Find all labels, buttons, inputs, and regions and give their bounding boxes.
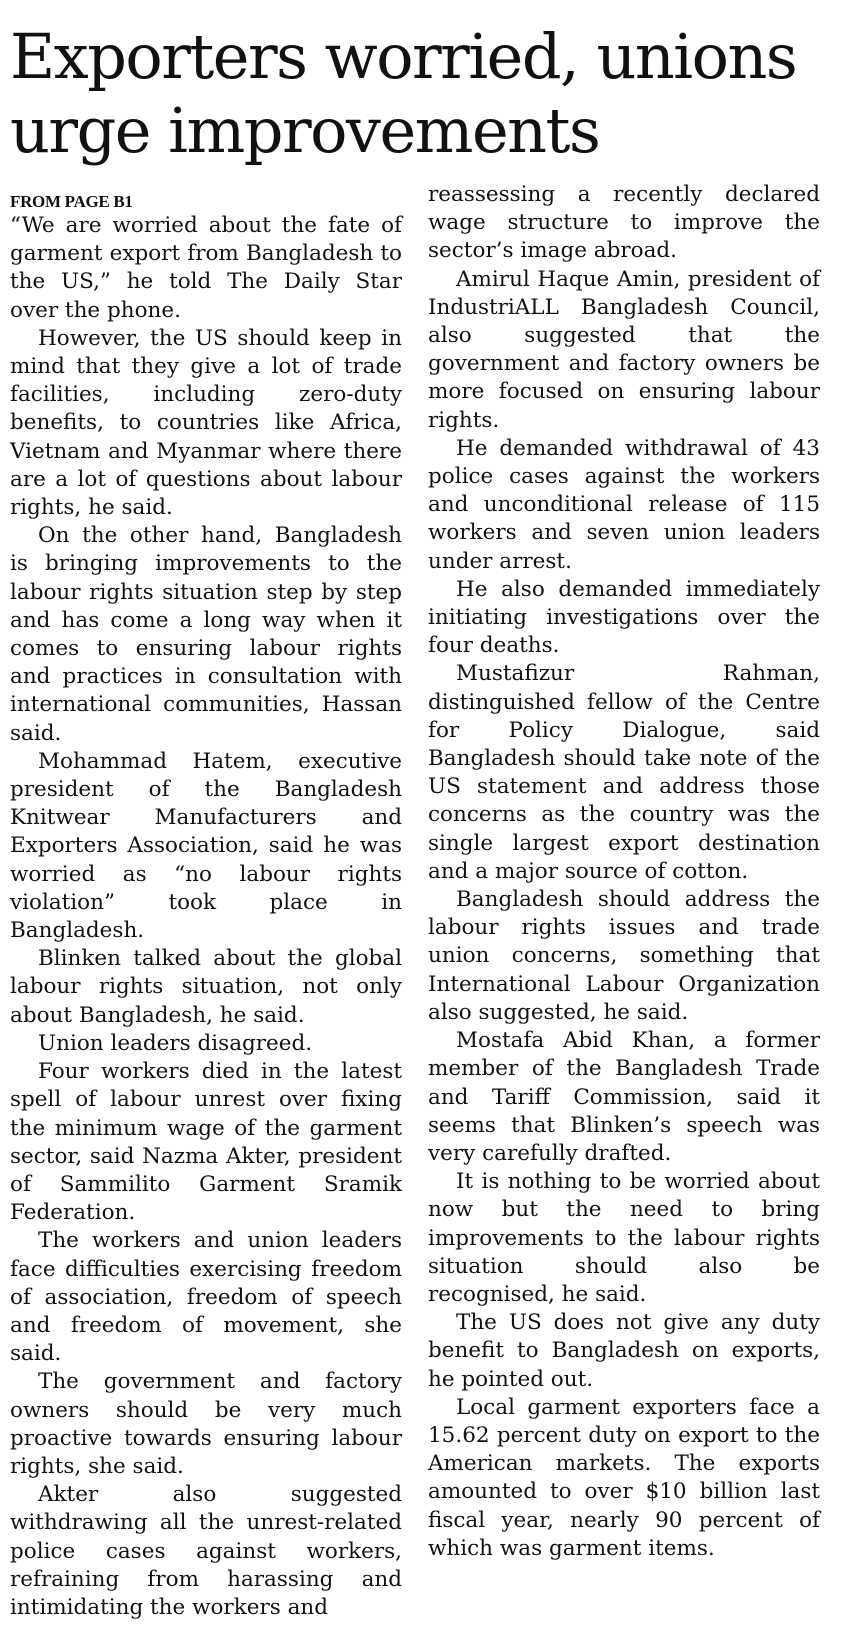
paragraph: “We are worried about the fate of garment export from Bangladesh to the US,” he told The Daily Star over the phone. — [10, 213, 402, 323]
paragraph: reassessing a recently declared wage structure to improve the sector’s image abroad. — [428, 182, 820, 264]
paragraph: Four workers died in the latest spell of labour unrest over fixing the minimum wage of the garment sector, said Nazma Akter, president of Sammilito Garment Sramik Federation. — [10, 1059, 402, 1226]
paragraph: It is nothing to be worried about now but the need to bring improvements to the labour rights situation should also be recognised, he said. — [428, 1169, 820, 1307]
left-column — [10, 192, 402, 1622]
dateline: FROM PAGE B1 — [10, 192, 133, 211]
paragraph: Local garment exporters face a 15.62 percent duty on export to the American markets. The exports amounted to over $10 billion last fiscal year, nearly 90 percent of which was garment items. — [428, 1394, 820, 1561]
paragraph: However, the US should keep in mind that they give a lot of trade facilities, including zero-duty benefits, to countries like Africa, Vietnam and Myanmar where there are a lot of questions about labour rights, he said. — [10, 325, 402, 521]
paragraph: Blinken talked about the global labour rights situation, not only about Bangladesh, he said. — [10, 946, 402, 1028]
headline: Exporters worried, unions urge improvements — [10, 20, 797, 167]
paragraph: Union leaders disagreed. — [38, 1030, 313, 1056]
paragraph: Akter also suggested withdrawing all the unrest-related police cases against workers, refraining from harassing and intimidating the workers and — [10, 1482, 402, 1620]
paragraph: He demanded withdrawal of 43 police cases against the workers and unconditional release of 115 workers and seven union leaders under arrest. — [428, 435, 820, 574]
paragraph: Mostafa Abid Khan, a former member of the Bangladesh Trade and Tariff Commission, said it seems that Blinken’s speech was very carefully drafted. — [428, 1028, 820, 1166]
paragraph: He also demanded immediately initiating investigations over the four deaths. — [428, 576, 820, 659]
paragraph: On the other hand, Bangladesh is bringing improvements to the labour rights situation step by step and has come a long way when it comes to ensuring labour rights and practices in consultation with international communities, Hassan said. — [10, 523, 402, 746]
paragraph: The US does not give any duty benefit to Bangladesh on exports, he pointed out. — [428, 1310, 820, 1392]
right-column — [428, 181, 820, 1563]
paragraph: The government and factory owners should be very much proactive towards ensuring labour rights, she said. — [10, 1369, 402, 1479]
paragraph: Bangladesh should address the labour rights issues and trade union concerns, something that International Labour Organization also suggested, he said. — [428, 887, 820, 1025]
paragraph: Mohammad Hatem, executive president of the Bangladesh Knitwear Manufacturers and Exporters Association, said he was worried as “no labour rights violation” took place in Bangladesh. — [10, 748, 402, 944]
paragraph: Mustafizur Rahman, distinguished fellow of the Centre for Policy Dialogue, said Bangladesh should take note of the US statement and address those concerns as the country was the single largest export destination and a major source of cotton. — [428, 661, 820, 884]
paragraph: The workers and union leaders face difficulties exercising freedom of association, freedom of speech and freedom of movement, she said. — [10, 1228, 402, 1367]
paragraph: Amirul Haque Amin, president of IndustriALL Bangladesh Council, also suggested that the government and factory owners be more focused on ensuring labour rights. — [428, 266, 820, 433]
